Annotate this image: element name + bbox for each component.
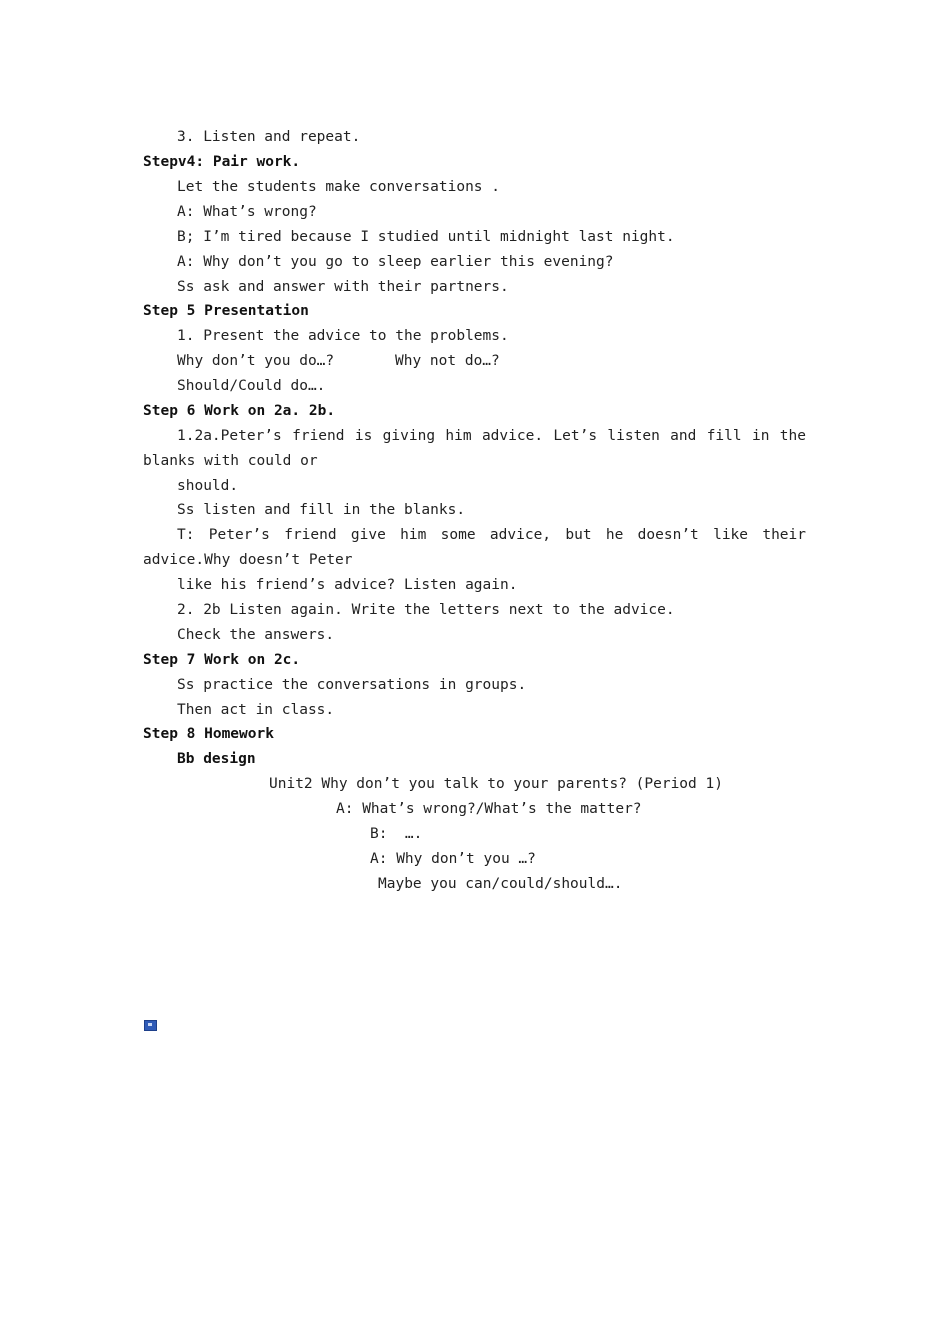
embedded-object-icon[interactable] — [144, 1020, 157, 1031]
bb-design-line: A: What’s wrong?/What’s the matter? — [336, 801, 642, 817]
bb-design-line: A: Why don’t you …? — [370, 851, 536, 867]
text-line: A: What’s wrong? — [177, 204, 317, 220]
text-line: A: Why don’t you go to sleep earlier this evening? — [177, 254, 614, 270]
step-5-heading: Step 5 Presentation — [143, 303, 309, 319]
text-line: Should/Could do…. — [177, 378, 326, 394]
text-line: Let the students make conversations . — [177, 179, 501, 195]
text-line: Why not do…? — [395, 353, 500, 369]
text-line: 3. Listen and repeat. — [177, 129, 361, 145]
text-line: advice.Why doesn’t Peter — [143, 552, 353, 568]
text-line: Check the answers. — [177, 627, 335, 643]
step-6-heading: Step 6 Work on 2a. 2b. — [143, 403, 336, 419]
text-line: Ss listen and fill in the blanks. — [177, 502, 466, 518]
text-line: 2. 2b Listen again. Write the letters next to the advice. — [177, 602, 675, 618]
text-line: Why don’t you do…? — [177, 353, 335, 369]
bb-design-line: Maybe you can/could/should…. — [378, 876, 623, 892]
text-line: B; I’m tired because I studied until midnight last night. — [177, 229, 675, 245]
text-line: like his friend’s advice? Listen again. — [177, 577, 518, 593]
text-line: should. — [177, 478, 239, 494]
text-line: T: Peter’s friend give him some advice, but he doesn’t like their — [177, 527, 806, 543]
bb-design-title: Unit2 Why don’t you talk to your parents? (Period 1) — [269, 776, 723, 792]
text-line: 1. Present the advice to the problems. — [177, 328, 509, 344]
step-8-heading: Step 8 Homework — [143, 726, 274, 742]
text-line: Then act in class. — [177, 702, 335, 718]
text-line: Ss ask and answer with their partners. — [177, 279, 509, 295]
text-line: blanks with could or — [143, 453, 318, 469]
bb-design-heading: Bb design — [177, 751, 256, 767]
text-line: 1.2a.Peter’s friend is giving him advice. Let’s listen and fill in the — [177, 428, 806, 444]
bb-design-line: B: …. — [370, 826, 423, 842]
text-line: Ss practice the conversations in groups. — [177, 677, 527, 693]
step-7-heading: Step 7 Work on 2c. — [143, 652, 301, 668]
step-4-heading: Stepv4: Pair work. — [143, 154, 301, 170]
